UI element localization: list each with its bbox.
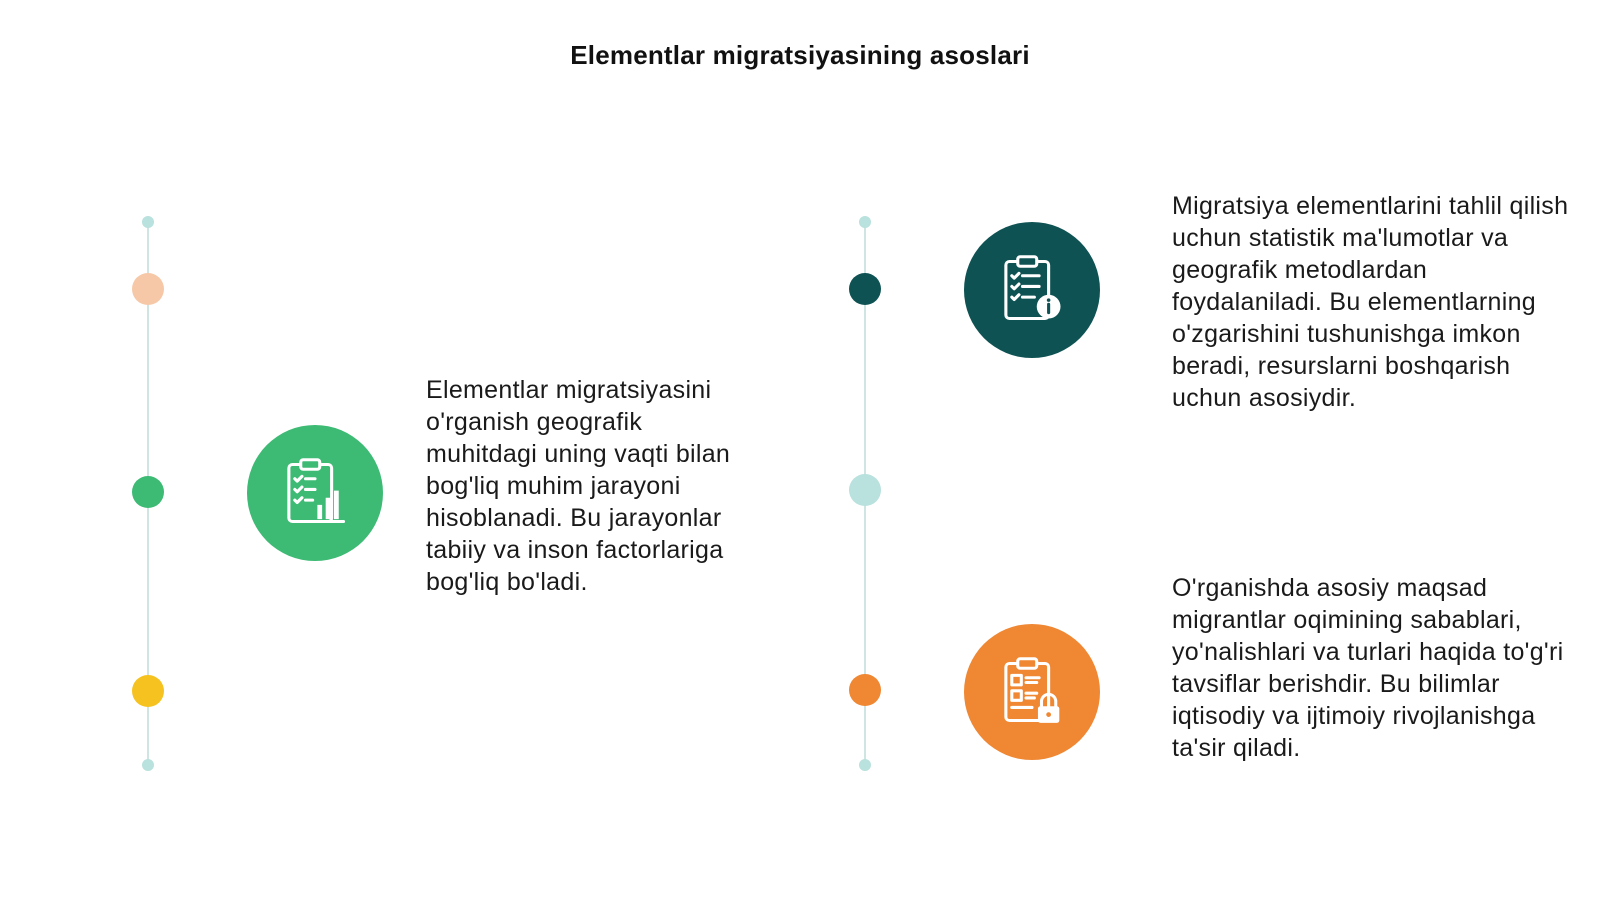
clipboard-lock-icon: [994, 654, 1070, 730]
right-timeline-teal-dot: [849, 273, 881, 305]
item-2-icon-circle: [964, 222, 1100, 358]
right-timeline-orange-dot: [849, 674, 881, 706]
left-timeline-yellow-dot: [132, 675, 164, 707]
item-1-text: Elementlar migratsiyasini o'rganish geografik muhitdagi uning vaqti bilan bog'liq muhim jarayoni hisoblanadi. Bu jarayonlar tabiiy va inson factorlariga bog'liq bo'ladi.: [426, 376, 731, 596]
item-1-icon-circle: [247, 425, 383, 561]
page-title: Elementlar migratsiyasining asoslari: [570, 40, 1030, 70]
item-3-icon-circle: [964, 624, 1100, 760]
right-timeline-end-dot: [859, 759, 871, 771]
item-3-text: O'rganishda asosiy maqsad migrantlar oqimining sabablari, yo'nalishlari va turlari haqida to'g'ri tavsiflar berishdir. Bu bilimlar iqtisodiy va ijtimoiy rivojlanishga ta'sir qiladi.: [1172, 574, 1564, 762]
clipboard-info-icon: [994, 252, 1070, 328]
left-timeline-peach-dot: [132, 273, 164, 305]
left-timeline-green-dot: [132, 476, 164, 508]
right-timeline-lightteal-dot: [849, 474, 881, 506]
left-timeline-start-dot: [142, 216, 154, 228]
clipboard-chart-icon: [277, 455, 353, 531]
left-timeline-end-dot: [142, 759, 154, 771]
item-2-text: Migratsiya elementlarini tahlil qilish uchun statistik ma'lumotlar va geografik metodlardan foydalaniladi. Bu elementlarning o'zgarishini tushunishga imkon beradi, resurslarni boshqarish uchun asosiydir.: [1172, 192, 1569, 412]
right-timeline-start-dot: [859, 216, 871, 228]
